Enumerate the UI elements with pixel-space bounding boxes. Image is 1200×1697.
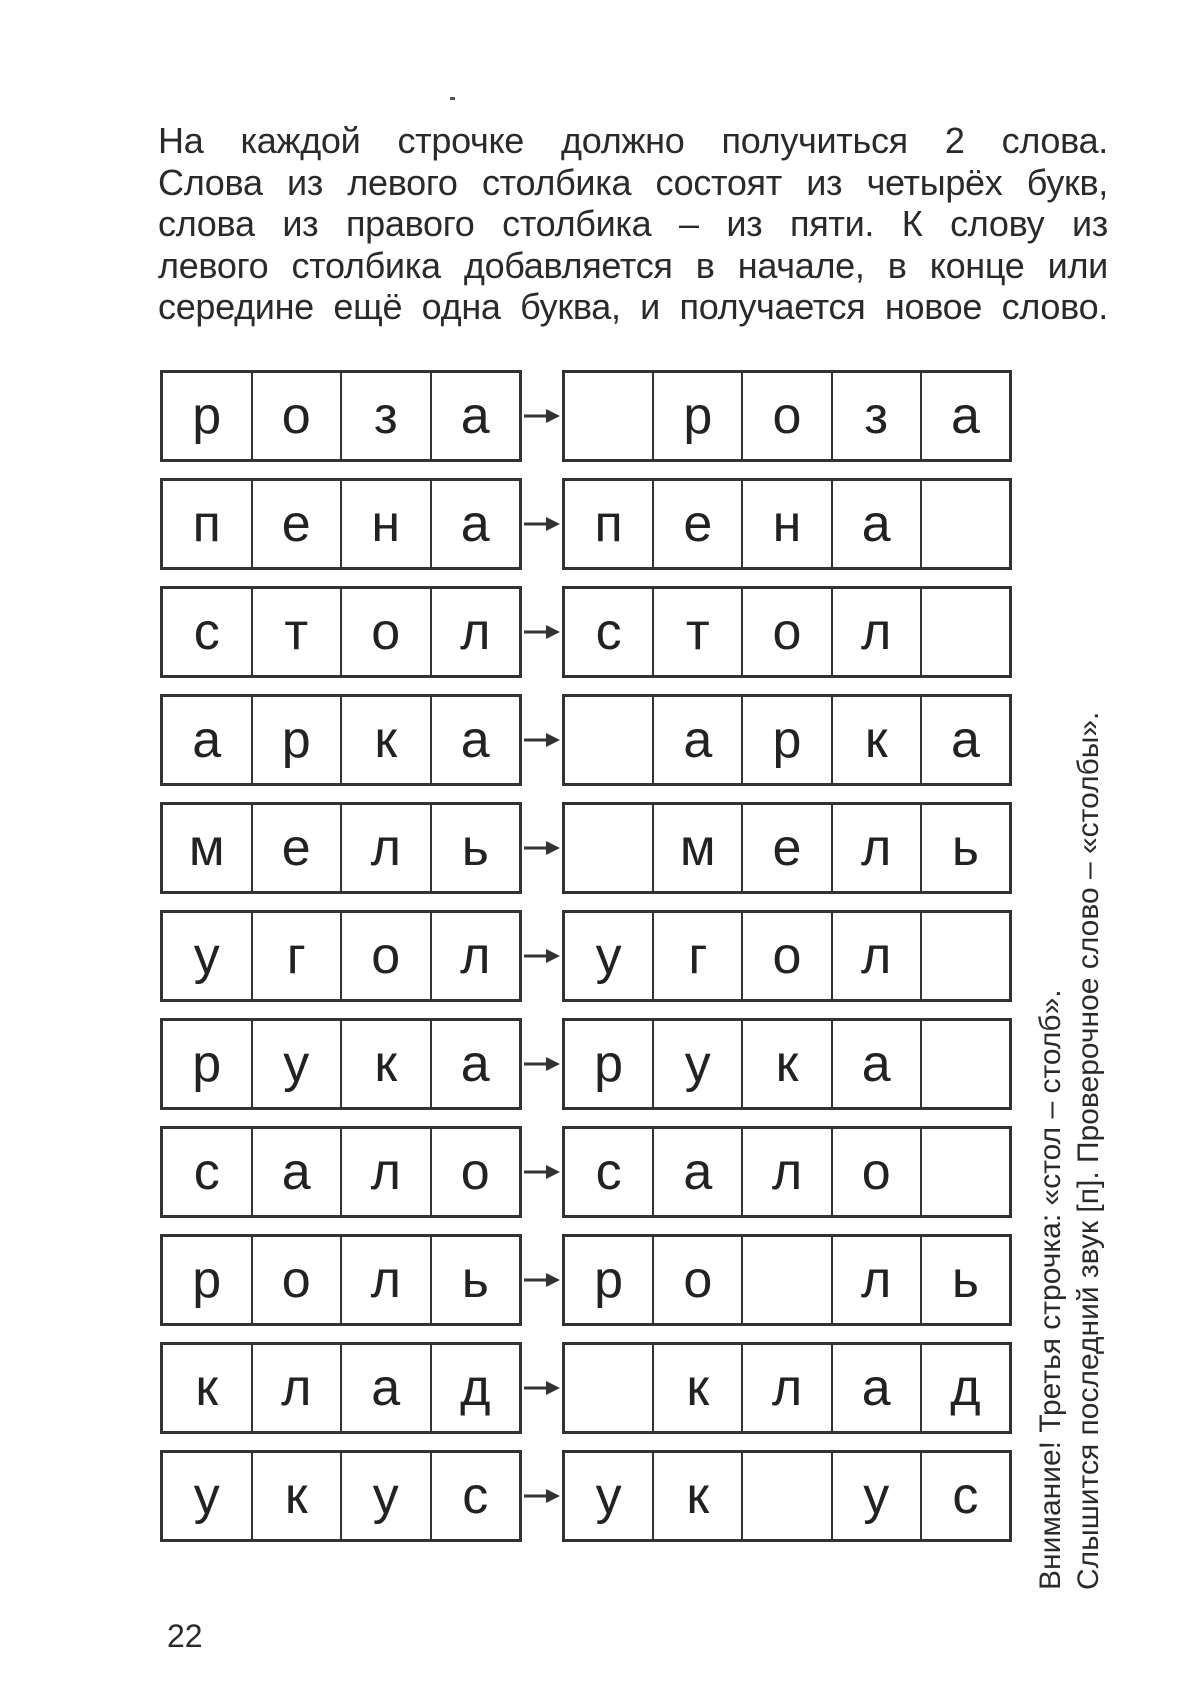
five-letter-word-box: [562, 586, 1012, 678]
letter-cell: а: [652, 1129, 741, 1215]
five-letter-word-box: [562, 1450, 1012, 1542]
letter-cell: г: [652, 913, 741, 999]
four-letter-word-box: [160, 1342, 522, 1434]
empty-letter-cell[interactable]: [565, 373, 652, 459]
four-letter-word-box: [160, 478, 522, 570]
letter-cell: ь: [430, 805, 520, 891]
letter-cell: р: [192, 1035, 222, 1093]
five-letter-word-box: [562, 910, 1012, 1002]
letter-cell: к: [340, 1021, 430, 1107]
five-letter-word-box: [562, 370, 1012, 462]
arrow-right-icon: [518, 1342, 566, 1434]
arrow-right-icon: [518, 1018, 566, 1110]
letter-cell: л: [831, 913, 920, 999]
letter-cell: о: [251, 373, 341, 459]
four-letter-word-box: [160, 1234, 522, 1326]
four-letter-word-box: [160, 586, 522, 678]
letter-cell: о: [741, 373, 830, 459]
letter-cell: у: [831, 1453, 920, 1539]
puzzle-row: [160, 802, 1012, 894]
letter-cell: к: [831, 697, 920, 783]
side-note: [1032, 460, 1108, 1590]
letter-cell: о: [741, 913, 830, 999]
letter-cell: о: [430, 1129, 520, 1215]
puzzle-row: [160, 1018, 1012, 1110]
puzzle-row: [160, 586, 1012, 678]
letter-cell: г: [251, 913, 341, 999]
letter-cell: о: [340, 589, 430, 675]
instruction-line: слова из правого столбика – из пяти. К слову из: [158, 203, 1108, 244]
five-letter-word-box: [562, 1126, 1012, 1218]
letter-cell: т: [251, 589, 341, 675]
five-letter-word-box: [562, 1234, 1012, 1326]
letter-cell: л: [340, 1129, 430, 1215]
letter-cell: а: [340, 1345, 430, 1431]
empty-letter-cell[interactable]: [741, 1453, 830, 1539]
arrow-right-icon: [518, 910, 566, 1002]
four-letter-word-box: [160, 370, 522, 462]
letter-cell: а: [430, 481, 520, 567]
letter-cell: л: [251, 1345, 341, 1431]
letter-cell: р: [594, 1251, 624, 1309]
letter-cell: а: [920, 373, 1009, 459]
instructions-paragraph: [158, 120, 1108, 328]
four-letter-word-box: [160, 910, 522, 1002]
letter-cell: л: [741, 1345, 830, 1431]
letter-cell: о: [340, 913, 430, 999]
letter-cell: н: [340, 481, 430, 567]
letter-cell: м: [188, 819, 225, 877]
letter-cell: с: [193, 603, 220, 661]
letter-cell: о: [741, 589, 830, 675]
letter-cell: р: [251, 697, 341, 783]
letter-cell: а: [430, 373, 520, 459]
puzzle-row: [160, 1342, 1012, 1434]
letter-cell: у: [652, 1021, 741, 1107]
letter-cell: е: [652, 481, 741, 567]
five-letter-word-box: [562, 1018, 1012, 1110]
arrow-right-icon: [518, 802, 566, 894]
arrow-right-icon: [518, 694, 566, 786]
letter-cell: р: [741, 697, 830, 783]
puzzle-row: [160, 1450, 1012, 1542]
letter-cell: к: [340, 697, 430, 783]
empty-letter-cell[interactable]: [920, 1129, 1009, 1215]
letter-cell: л: [430, 913, 520, 999]
letter-cell: с: [595, 1143, 622, 1201]
puzzle-row: [160, 370, 1012, 462]
five-letter-word-box: [562, 802, 1012, 894]
empty-letter-cell[interactable]: [565, 1345, 652, 1431]
letter-cell: ь: [920, 1237, 1009, 1323]
empty-letter-cell[interactable]: [565, 805, 652, 891]
five-letter-word-box: [562, 478, 1012, 570]
instruction-line: середине ещё одна буква, и получается новое слово.: [158, 286, 1108, 327]
side-note-line-2: Слышится последний звук [п]. Проверочное слово – «столбы».: [1072, 711, 1105, 1590]
letter-cell: к: [652, 1453, 741, 1539]
letter-cell: д: [920, 1345, 1009, 1431]
letter-cell: к: [251, 1453, 341, 1539]
letter-cell: с: [920, 1453, 1009, 1539]
letter-cell: о: [652, 1237, 741, 1323]
letter-cell: л: [340, 1237, 430, 1323]
letter-cell: ь: [430, 1237, 520, 1323]
letter-cell: а: [831, 481, 920, 567]
letter-cell: р: [652, 373, 741, 459]
puzzle-row: [160, 478, 1012, 570]
letter-cell: о: [251, 1237, 341, 1323]
letter-cell: е: [251, 805, 341, 891]
letter-cell: н: [741, 481, 830, 567]
puzzle-row: [160, 910, 1012, 1002]
letter-cell: м: [652, 805, 741, 891]
letter-cell: л: [831, 589, 920, 675]
letter-cell: у: [251, 1021, 341, 1107]
letter-cell: к: [195, 1359, 219, 1417]
empty-letter-cell[interactable]: [920, 589, 1009, 675]
arrow-right-icon: [518, 370, 566, 462]
puzzle-row: [160, 1126, 1012, 1218]
letter-cell: р: [192, 387, 222, 445]
arrow-right-icon: [518, 1450, 566, 1542]
letter-cell: р: [594, 1035, 624, 1093]
four-letter-word-box: [160, 1018, 522, 1110]
arrow-right-icon: [518, 1126, 566, 1218]
letter-cell: е: [741, 805, 830, 891]
letter-cell: е: [251, 481, 341, 567]
letter-cell: а: [251, 1129, 341, 1215]
letter-cell: у: [595, 1467, 622, 1525]
instruction-line: левого столбика добавляется в начале, в конце или: [158, 244, 1108, 286]
four-letter-word-box: [160, 1450, 522, 1542]
letter-cell: а: [831, 1345, 920, 1431]
letter-cell: д: [430, 1345, 520, 1431]
letter-cell: п: [594, 495, 623, 553]
print-speck: [450, 97, 455, 100]
letter-cell: у: [340, 1453, 430, 1539]
letter-cell: с: [430, 1453, 520, 1539]
letter-cell: с: [595, 603, 622, 661]
arrow-right-icon: [518, 1234, 566, 1326]
letter-cell: у: [193, 927, 220, 985]
letter-cell: а: [192, 711, 222, 769]
page-number: 22: [167, 1618, 203, 1654]
empty-letter-cell[interactable]: [920, 913, 1009, 999]
letter-cell: т: [652, 589, 741, 675]
empty-letter-cell[interactable]: [920, 1021, 1009, 1107]
letter-cell: к: [741, 1021, 830, 1107]
five-letter-word-box: [562, 694, 1012, 786]
letter-cell: л: [741, 1129, 830, 1215]
instruction-line: На каждой строчке должно получиться 2 слова.: [158, 120, 1108, 161]
five-letter-word-box: [562, 1342, 1012, 1434]
empty-letter-cell[interactable]: [565, 697, 652, 783]
letter-cell: у: [595, 927, 622, 985]
side-note-line-1: Внимание! Третья строчка: «стол – столб».: [1034, 989, 1067, 1590]
letter-cell: л: [831, 805, 920, 891]
letter-cell: о: [831, 1129, 920, 1215]
letter-cell: л: [831, 1237, 920, 1323]
letter-cell: р: [192, 1251, 222, 1309]
letter-cell: а: [430, 1021, 520, 1107]
letter-cell: к: [652, 1345, 741, 1431]
letter-cell: а: [430, 697, 520, 783]
letter-cell: ь: [920, 805, 1009, 891]
arrow-right-icon: [518, 478, 566, 570]
letter-cell: л: [430, 589, 520, 675]
letter-cell: у: [193, 1467, 220, 1525]
letter-cell: с: [193, 1143, 220, 1201]
letter-cell: а: [920, 697, 1009, 783]
puzzle-row: [160, 1234, 1012, 1326]
letter-cell: з: [831, 373, 920, 459]
letter-cell: п: [192, 495, 221, 553]
letter-cell: а: [652, 697, 741, 783]
four-letter-word-box: [160, 802, 522, 894]
letter-cell: з: [340, 373, 430, 459]
arrow-right-icon: [518, 586, 566, 678]
letter-cell: л: [340, 805, 430, 891]
four-letter-word-box: [160, 694, 522, 786]
four-letter-word-box: [160, 1126, 522, 1218]
puzzle-row: [160, 694, 1012, 786]
empty-letter-cell[interactable]: [741, 1237, 830, 1323]
empty-letter-cell[interactable]: [920, 481, 1009, 567]
letter-cell: а: [831, 1021, 920, 1107]
instruction-line: Слова из левого столбика состоят из четырёх букв,: [158, 161, 1108, 203]
